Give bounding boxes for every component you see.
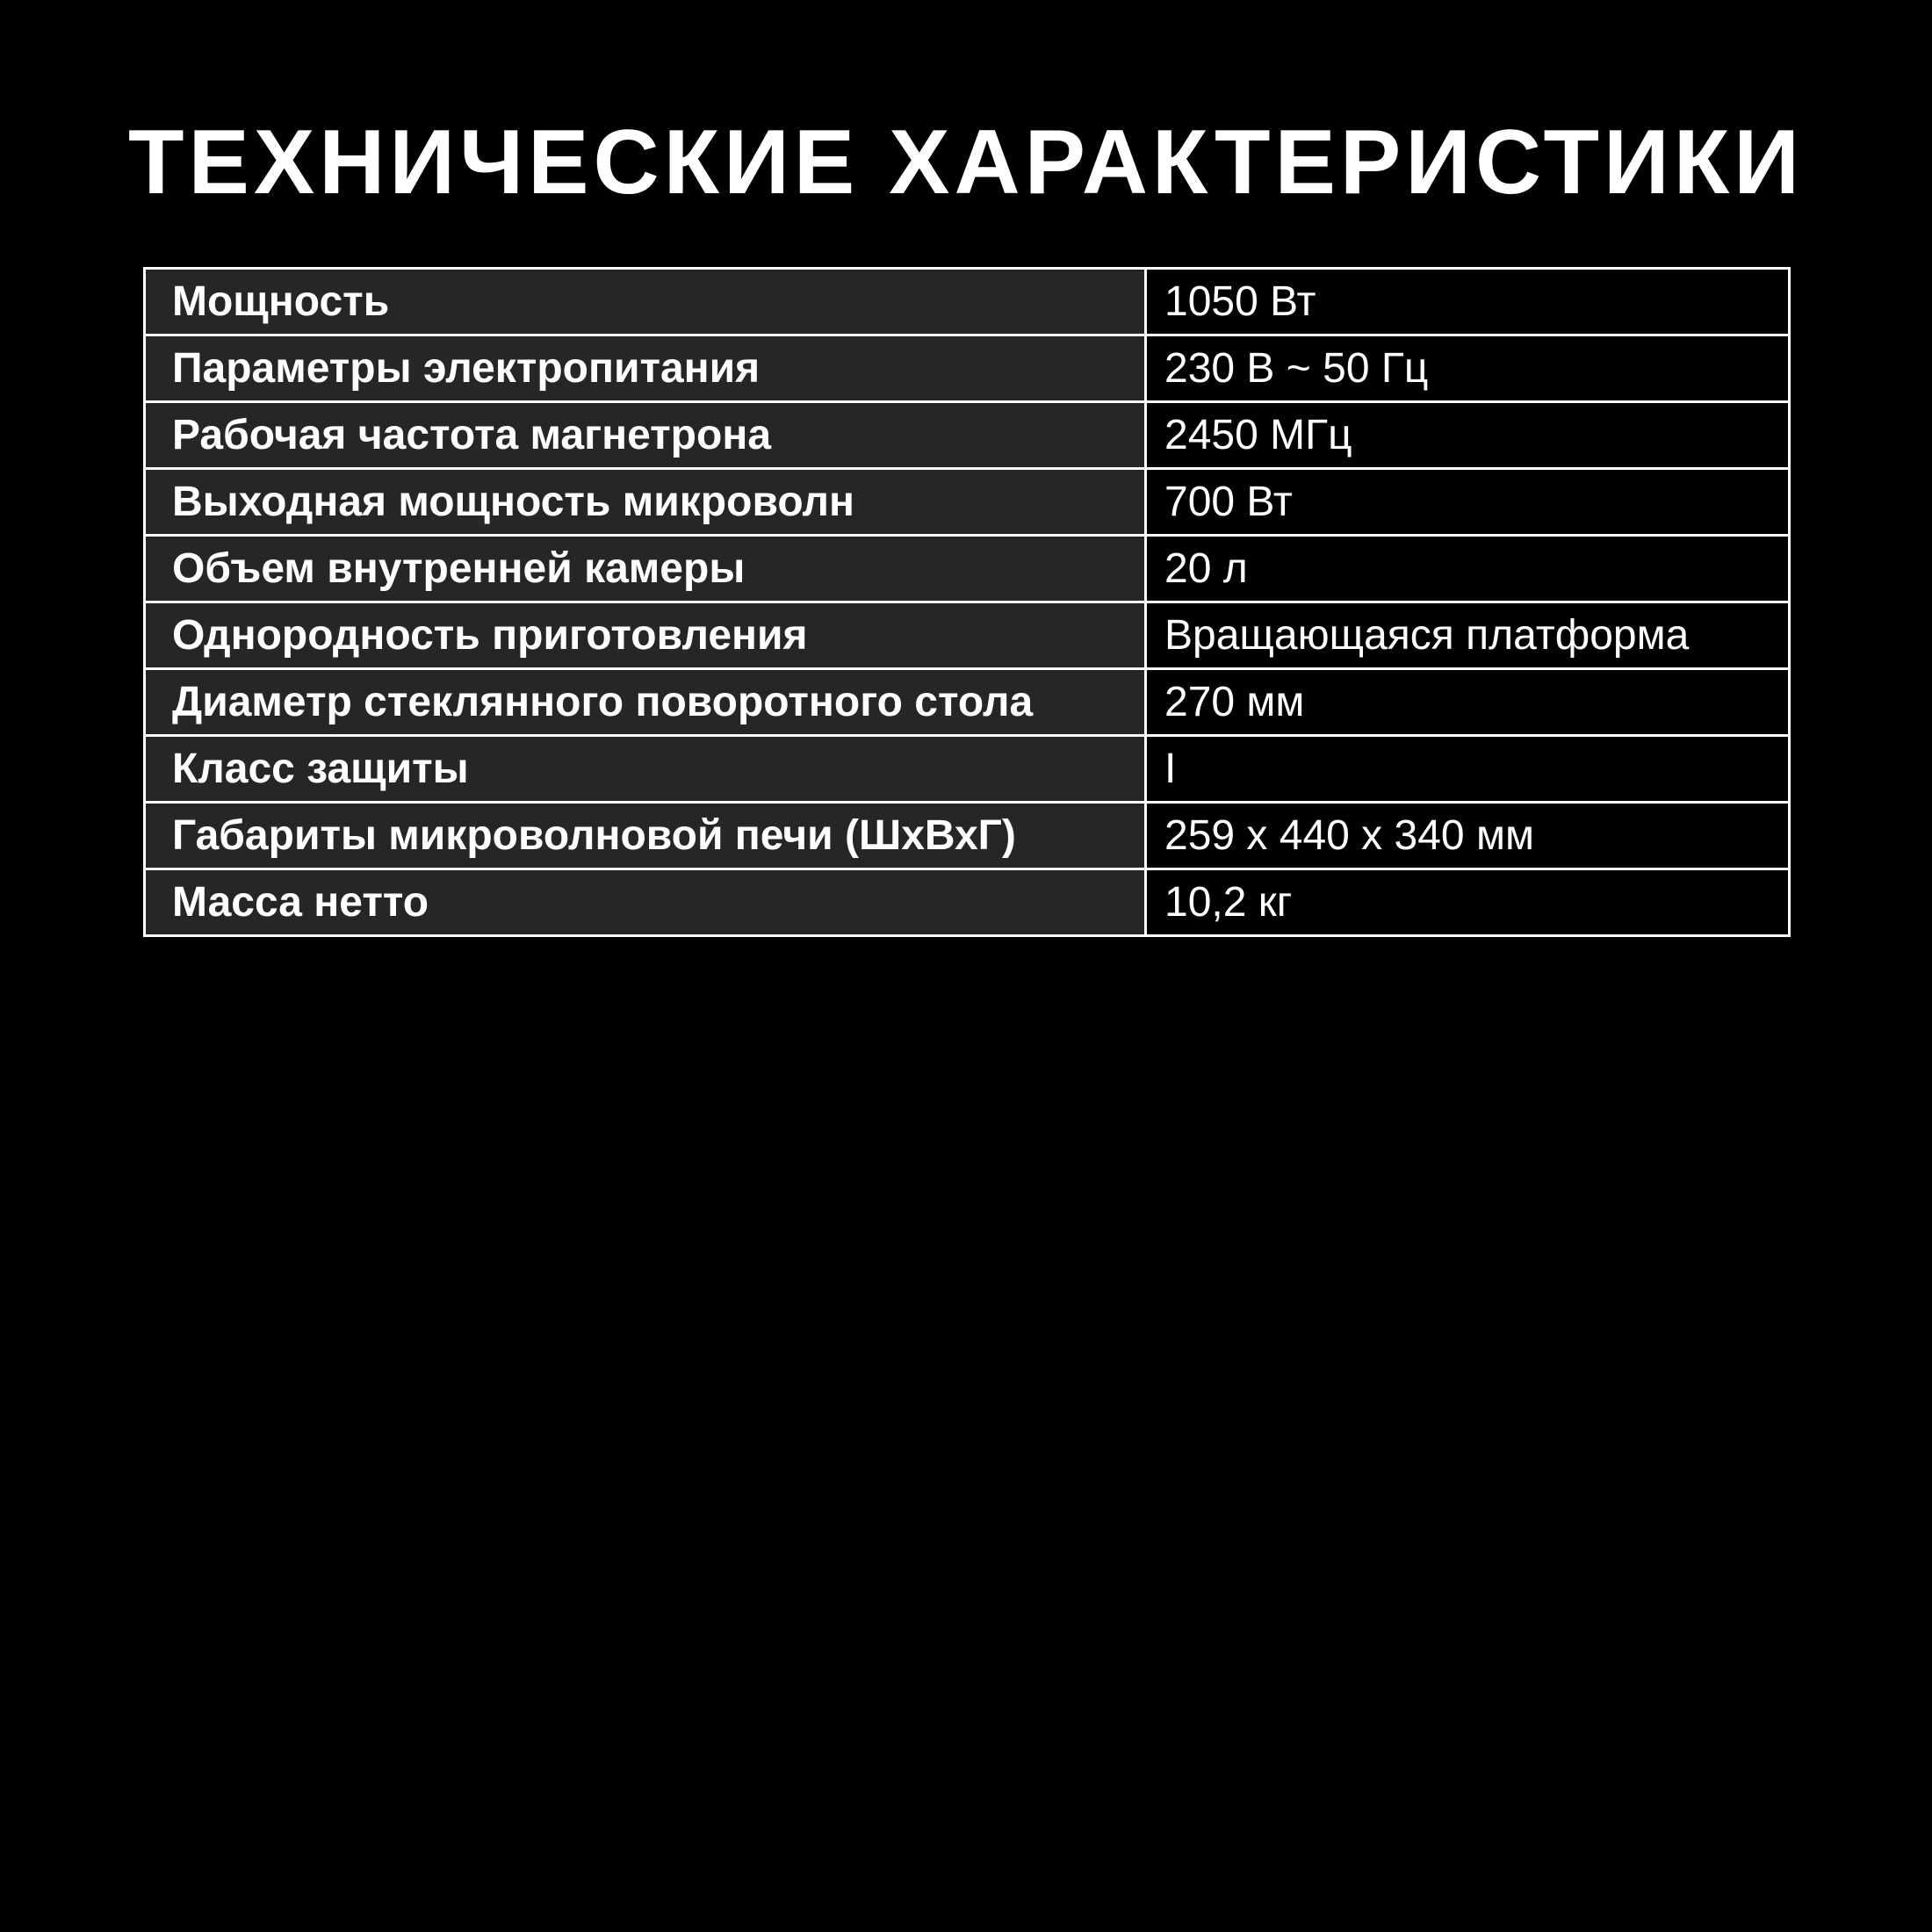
spec-value: 1050 Вт <box>1146 269 1790 335</box>
table-row <box>145 869 1790 936</box>
spec-parameter: Выходная мощность микроволн <box>145 469 1146 536</box>
table-row <box>145 669 1790 736</box>
spec-value: 270 мм <box>1146 669 1790 736</box>
spec-parameter: Параметры электропитания <box>145 335 1146 402</box>
table-row <box>145 402 1790 469</box>
spec-parameter: Габариты микроволновой печи (ШхВхГ) <box>145 803 1146 869</box>
spec-value: 259 х 440 х 340 мм <box>1146 803 1790 869</box>
spec-value: 700 Вт <box>1146 469 1790 536</box>
spec-value: I <box>1146 736 1790 803</box>
spec-parameter: Рабочая частота магнетрона <box>145 402 1146 469</box>
table-row <box>145 736 1790 803</box>
table-row <box>145 269 1790 335</box>
spec-parameter: Масса нетто <box>145 869 1146 936</box>
spec-parameter: Однородность приготовления <box>145 602 1146 669</box>
table-row <box>145 536 1790 602</box>
table-row <box>145 602 1790 669</box>
table-row <box>145 469 1790 536</box>
spec-value: 10,2 кг <box>1146 869 1790 936</box>
spec-parameter: Диаметр стеклянного поворотного стола <box>145 669 1146 736</box>
table-row <box>145 335 1790 402</box>
spec-value: 20 л <box>1146 536 1790 602</box>
specs-table <box>143 267 1791 937</box>
table-row <box>145 803 1790 869</box>
spec-value: 230 В ~ 50 Гц <box>1146 335 1790 402</box>
spec-parameter: Мощность <box>145 269 1146 335</box>
page-title: ТЕХНИЧЕСКИЕ ХАРАКТЕРИСТИКИ <box>127 112 1805 213</box>
spec-parameter: Объем внутренней камеры <box>145 536 1146 602</box>
spec-parameter: Класс защиты <box>145 736 1146 803</box>
spec-value: 2450 МГц <box>1146 402 1790 469</box>
spec-value: Вращающаяся платформа <box>1146 602 1790 669</box>
